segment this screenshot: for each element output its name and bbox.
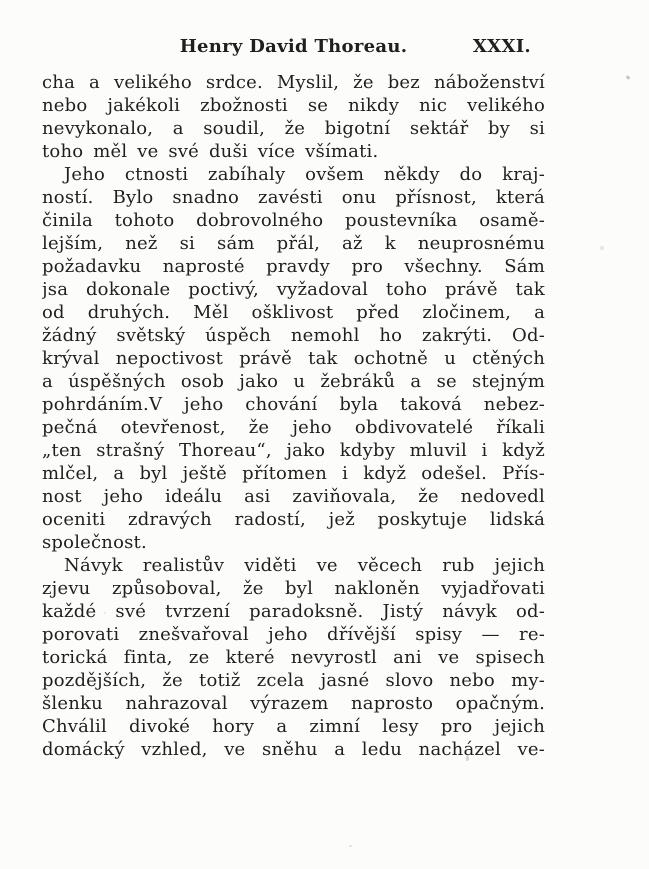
scan-artifact (104, 612, 106, 614)
scan-artifact (349, 845, 352, 847)
text-line: od druhých. Měl ošklivost před zločinem, a (42, 302, 545, 323)
text-line: pozdějších, že totiž zcela jasné slovo nebo my- (42, 670, 545, 691)
text-line: požadavku naprosté pravdy pro všechny. Sám (42, 256, 545, 277)
scan-artifact (626, 75, 631, 80)
text-line: toho měl ve své duši více všímati. (42, 141, 379, 162)
page-body (42, 71, 545, 761)
page-number: XXXI. (472, 36, 531, 57)
scan-artifact (466, 756, 469, 761)
text-line: pohrdáním.V jeho chování byla taková nebez- (42, 394, 545, 415)
text-line: „ten strašný Thoreau“, jako kdyby mluvil i když (42, 440, 545, 461)
text-line: nebo jakékoli zbožnosti se nikdy nic velikého (42, 95, 545, 116)
text-line: Jeho ctnosti zabíhaly ovšem někdy do kraj- (64, 164, 545, 185)
text-line: cha a velikého srdce. Myslil, že bez náboženství (42, 72, 545, 93)
text-line: jsa dokonale poctivý, vyžadoval toho právě tak (42, 279, 545, 300)
text-line: šlenku nahrazoval výrazem naprosto opačným. (42, 693, 545, 714)
text-line: Chválil divoké hory a zimní lesy pro jejich (42, 716, 545, 737)
running-header (42, 36, 545, 60)
text-line: nevykonalo, a soudil, že bigotní sektář by si (42, 118, 545, 139)
text-line: krýval nepoctivost právě tak ochotně u ctěných (42, 348, 545, 369)
text-line: a úspěšných osob jako u žebráků a se stejným (42, 371, 545, 392)
text-line: domácký vzhled, ve sněhu a ledu nacházel ve- (42, 739, 545, 760)
scan-artifact (600, 246, 604, 250)
paragraph (42, 163, 545, 554)
text-line: lejším, než si sám přál, až k neuprosnému (42, 233, 545, 254)
text-line: Návyk realistův viděti ve věcech rub jejich (64, 555, 545, 576)
text-line: pečná otevřenost, že jeho obdivovatelé říkali (42, 417, 545, 438)
text-line: porovati znešvařoval jeho dřívější spisy — re- (42, 624, 545, 645)
text-line: zjevu způsoboval, že byl nakloněn vyjadřovati (42, 578, 545, 599)
page-title: Henry David Thoreau. (179, 36, 408, 57)
text-line: každé své tvrzení paradoksně. Jistý návyk od- (42, 601, 545, 622)
text-line: společnost. (42, 532, 147, 553)
paragraph (42, 554, 545, 761)
text-line: oceniti zdravých radostí, jež poskytuje lidská (42, 509, 545, 530)
text-line: nost jeho ideálu asi zaviňovala, že nedovedl (42, 486, 545, 507)
text-line: žádný světský úspěch nemohl ho zakrýti. Od- (42, 325, 545, 346)
paragraph (42, 71, 545, 163)
text-line: torická finta, ze které nevyrostl ani ve spisech (42, 647, 545, 668)
text-line: činila tohoto dobrovolného poustevníka osamě- (42, 210, 545, 231)
text-line: mlčel, a byl ještě přítomen i když odešel. Přís- (42, 463, 545, 484)
text-line: ností. Bylo snadno zavésti onu přísnost, která (42, 187, 545, 208)
